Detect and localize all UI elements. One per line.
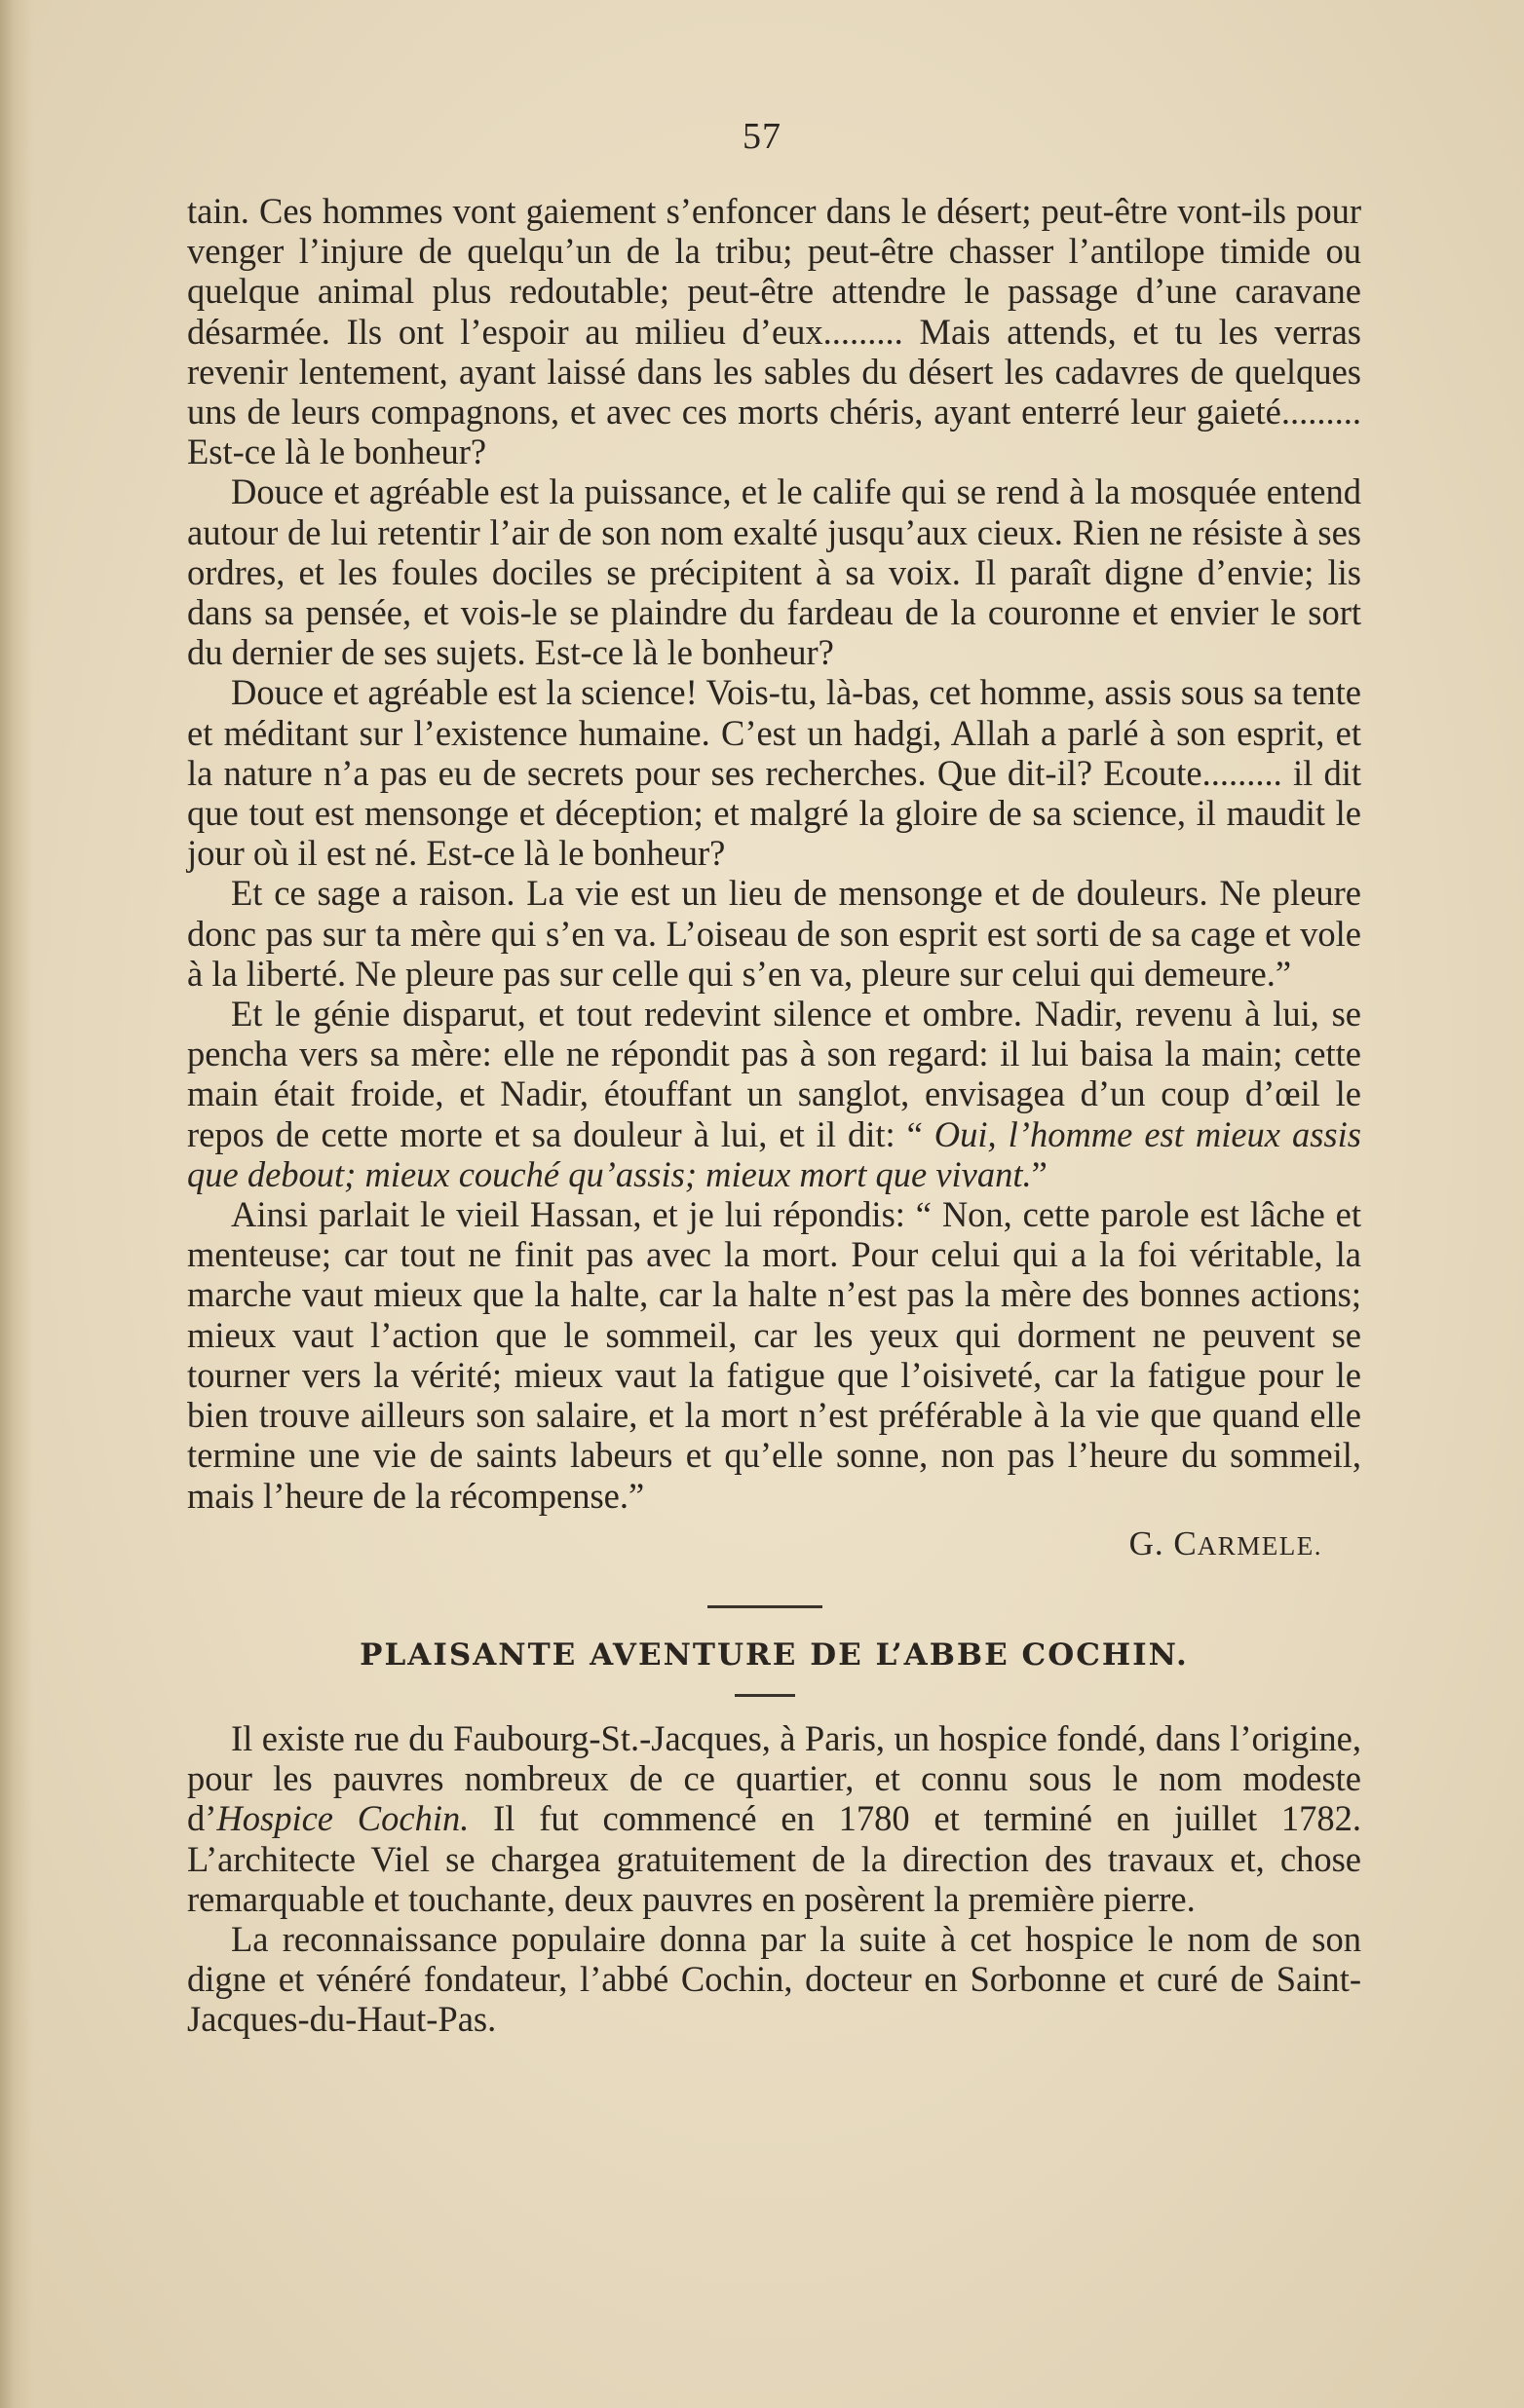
page-number: 57 bbox=[743, 116, 781, 157]
page-binding-edge bbox=[0, 0, 33, 2408]
genie-text: Et le génie disparut, et tout redevint silence et ombre. Nadir, revenu à lui, se pencha vers sa mère: elle ne répondit pas à son regard: il lui baisa la main; cette main était froide, et Nadir, étouffant un sanglot, envisagea d’un coup d’œil le repos de cette morte et sa douleur à lui, et il dit: “ bbox=[187, 994, 1361, 1154]
hospice-text: Il existe rue du Faubourg-St.-Jacques, à Paris, un hospice fondé, dans l’origine, pour les pauvres nombreux de ce quartier, et connu sous le nom modeste d’ bbox=[187, 1717, 1361, 1839]
section-title: PLAISANTE AVENTURE DE L’ABBE COCHIN. bbox=[360, 1637, 1189, 1673]
section-divider bbox=[707, 1605, 822, 1608]
paragraph-power: Douce et agréable est la puissance, et le calife qui se rend à la mosquée entend autour de lui retentir l’air de son nom exalté jusqu’aux cieux. Rien ne résiste à ses ordres, et les foules dociles se précipitent à sa voix. Il paraît digne d’envie; lis dans sa pensée, et vois-le se plaindre du fardeau de la couronne et envier le sort du dernier de ses sujets. Est-ce là le bonheur? bbox=[187, 471, 1361, 673]
hospice-text-continued: Il fut commencé en 1780 et terminé en juillet 1782. L’architecte Viel se chargea gratuitement de la direction des travaux et, chose remarquable et touchante, deux pauvres en posèrent la première pierre. bbox=[187, 1798, 1361, 1919]
paragraph-hospice bbox=[187, 1718, 1361, 1919]
paragraph-continuation: tain. Ces hommes vont gaiement s’enfoncer dans le désert; peut-être vont-ils pour venger l’injure de quelqu’un de la tribu; peut-être chasser l’antilope timide ou quelque animal plus redoutable; peut-être attendre le passage d’une caravane désarmée. Ils ont l’espoir au milieu d’eux......... Mais attends, et tu les verras revenir lentement, ayant laissé dans les sables du désert les cadavres de quelques uns de leurs compagnons, et avec ces morts chéris, ayant enterré leur gaieté......... Est-ce là le bonheur? bbox=[187, 191, 1361, 472]
signature-initial: G. C bbox=[1128, 1524, 1198, 1562]
genie-quote-close: ” bbox=[1031, 1153, 1048, 1194]
title-underline bbox=[735, 1694, 795, 1697]
author-signature bbox=[187, 1524, 1322, 1566]
genie-quote-italic: Oui, l’homme est mieux assis que debout; mieux couché qu’assis; mieux mort que vivant. bbox=[187, 1113, 1361, 1194]
paragraph-sage: Et ce sage a raison. La vie est un lieu de mensonge et de douleurs. Ne pleure donc pas sur ta mère qui s’en va. L’oiseau de son esprit est sorti de sa cage et vole à la liberté. Ne pleure pas sur celle qui s’en va, pleure sur celui qui demeure.” bbox=[187, 873, 1361, 994]
signature-rest: ARMELE. bbox=[1197, 1530, 1322, 1561]
text-column bbox=[187, 191, 1361, 2040]
paragraph-reconnaissance: La reconnaissance populaire donna par la suite à cet hospice le nom de son digne et vénéré fondateur, l’abbé Cochin, docteur en Sorbonne et curé de Saint-Jacques-du-Haut-Pas. bbox=[187, 1918, 1361, 2040]
paragraph-science: Douce et agréable est la science! Vois-tu, là-bas, cet homme, assis sous sa tente et méditant sur l’existence humaine. C’est un hadgi, Allah a parlé à son esprit, et la nature n’a pas eu de secrets pour ses recherches. Que dit-il? Ecoute......... il dit que tout est mensonge et déception; et malgré la gloire de sa science, il maudit le jour où il est né. Est-ce là le bonheur? bbox=[187, 672, 1361, 874]
hospice-name-italic: Hospice Cochin. bbox=[216, 1798, 470, 1839]
paragraph-genie bbox=[187, 994, 1361, 1194]
paragraph-hassan: Ainsi parlait le vieil Hassan, et je lui répondis: “ Non, cette parole est lâche et menteuse; car tout ne finit pas avec la mort. Pour celui qui a la foi véritable, la marche vaut mieux que la halte, car la halte n’est pas la mère des bonnes actions; mieux vaut l’action que le sommeil, car les yeux qui dorment ne peuvent se tourner vers la vérité; mieux vaut la fatigue que l’oisiveté, car la fatigue pour le bien trouve ailleurs son salaire, et la mort n’est préférable à la vie que quand elle termine une vie de saints labeurs et qu’elle sonne, non pas l’heure du sommeil, mais l’heure de la récompense.” bbox=[187, 1194, 1361, 1516]
article-nadir bbox=[187, 191, 1361, 1566]
article-cochin bbox=[187, 1718, 1361, 2040]
